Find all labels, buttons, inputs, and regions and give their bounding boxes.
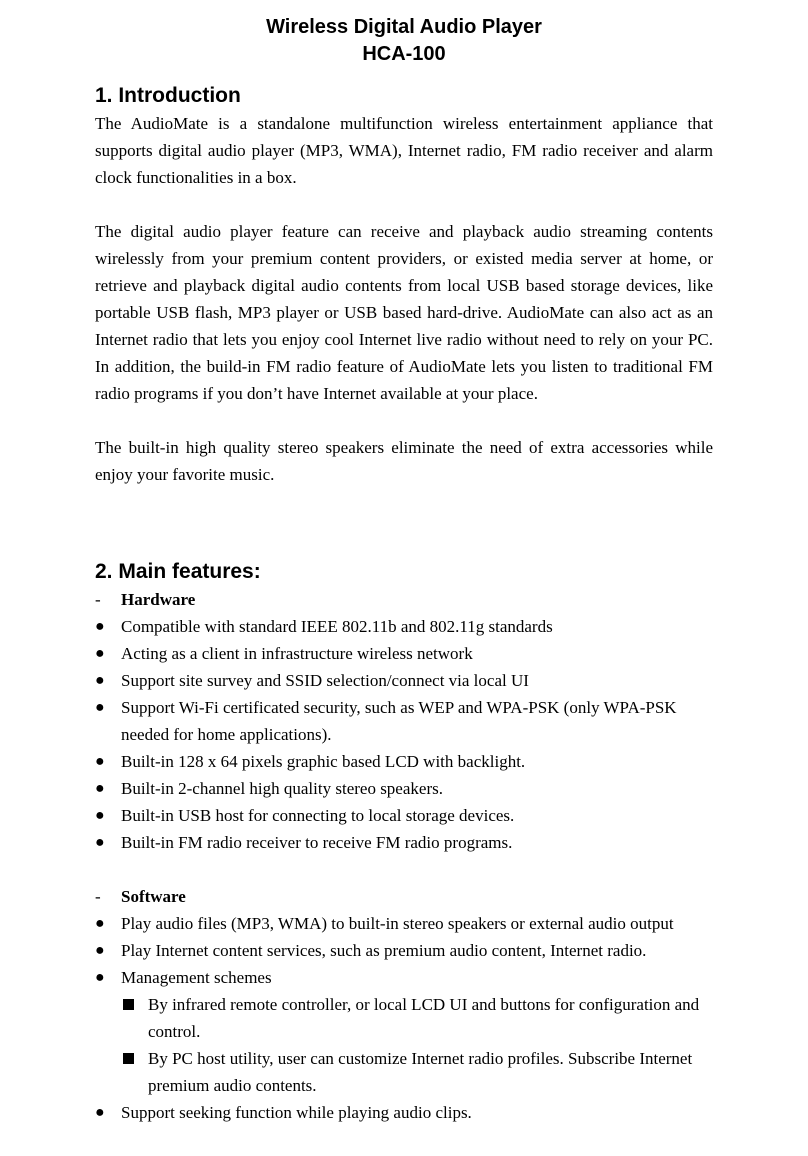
bullet-icon: ●	[95, 1104, 105, 1121]
software-list	[95, 910, 713, 1126]
software-label: Software	[121, 887, 186, 906]
list-item-text: Built-in 2-channel high quality stereo speakers.	[121, 779, 443, 798]
list-item-text: Support seeking function while playing audio clips.	[121, 1103, 472, 1122]
list-item-text: Play Internet content services, such as premium audio content, Internet radio.	[121, 941, 647, 960]
software-section	[95, 883, 713, 1126]
list-item	[95, 640, 713, 667]
list-item	[95, 1099, 713, 1126]
bullet-icon: ●	[95, 645, 105, 662]
hardware-label: Hardware	[121, 590, 196, 609]
list-item-text: Built-in USB host for connecting to local storage devices.	[121, 806, 515, 825]
hardware-subheading	[95, 586, 713, 613]
square-bullet-icon	[123, 1053, 134, 1064]
bullet-icon: ●	[95, 807, 105, 824]
software-subheading	[95, 883, 713, 910]
bullet-icon: ●	[95, 618, 105, 635]
list-item-text: Built-in 128 x 64 pixels graphic based LCD with backlight.	[121, 752, 526, 771]
hardware-section	[95, 586, 713, 856]
list-item	[95, 694, 713, 748]
list-item	[95, 802, 713, 829]
list-item	[95, 937, 713, 964]
list-item-text: Built-in FM radio receiver to receive FM radio programs.	[121, 833, 513, 852]
title-line-product: Wireless Digital Audio Player	[266, 16, 542, 38]
document-title	[95, 14, 713, 68]
list-item	[95, 775, 713, 802]
dash-marker: -	[95, 887, 101, 906]
list-item	[95, 748, 713, 775]
introduction-body	[95, 110, 713, 488]
list-item	[95, 613, 713, 640]
introduction-heading: 1. Introduction	[95, 84, 241, 107]
bullet-icon: ●	[95, 915, 105, 932]
list-item-text: Support Wi-Fi certificated security, such as WEP and WPA-PSK (only WPA-PSK needed for home applications).	[121, 698, 677, 744]
sub-list-item-text: By infrared remote controller, or local LCD UI and buttons for configuration and control.	[148, 995, 700, 1041]
dash-marker: -	[95, 590, 101, 609]
bullet-icon: ●	[95, 699, 105, 716]
title-line-model: HCA-100	[362, 43, 446, 65]
sub-list-item	[121, 1045, 713, 1099]
square-bullet-icon	[123, 999, 134, 1010]
main-features-heading: 2. Main features:	[95, 560, 261, 583]
list-item-text: Play audio files (MP3, WMA) to built-in stereo speakers or external audio output	[121, 914, 674, 933]
list-item-text: Support site survey and SSID selection/connect via local UI	[121, 671, 529, 690]
list-item	[95, 829, 713, 856]
hardware-list	[95, 613, 713, 856]
bullet-icon: ●	[95, 753, 105, 770]
bullet-icon: ●	[95, 969, 105, 986]
list-item	[95, 667, 713, 694]
document-page	[95, 14, 713, 1126]
intro-paragraph-1: The AudioMate is a standalone multifunction wireless entertainment appliance that supports digital audio player (MP3, WMA), Internet radio, FM radio receiver and alarm clock functionalities in a box.	[95, 114, 713, 187]
list-item	[95, 964, 713, 1099]
list-item	[95, 910, 713, 937]
intro-paragraph-2: The digital audio player feature can receive and playback audio streaming contents wirelessly from your premium content providers, or existed media server at home, or retrieve and playback digital audio contents from local USB based storage devices, like portable USB flash, MP3 player or USB based hard-drive. AudioMate can also act as an Internet radio that lets you enjoy cool Internet live radio without need to rely on your PC. In addition, the build-in FM radio feature of AudioMate lets you listen to traditional FM radio programs if you don’t have Internet available at your place.	[95, 222, 713, 403]
sub-list-item-text: By PC host utility, user can customize Internet radio profiles. Subscribe Internet premium audio contents.	[148, 1049, 693, 1095]
list-item-text: Acting as a client in infrastructure wireless network	[121, 644, 473, 663]
bullet-icon: ●	[95, 834, 105, 851]
intro-paragraph-3: The built-in high quality stereo speakers eliminate the need of extra accessories while enjoy your favorite music.	[95, 438, 713, 484]
bullet-icon: ●	[95, 672, 105, 689]
bullet-icon: ●	[95, 942, 105, 959]
sub-list-item	[121, 991, 713, 1045]
management-schemes-sublist	[121, 991, 713, 1099]
list-item-text: Management schemes	[121, 968, 272, 987]
bullet-icon: ●	[95, 780, 105, 797]
list-item-text: Compatible with standard IEEE 802.11b and 802.11g standards	[121, 617, 553, 636]
